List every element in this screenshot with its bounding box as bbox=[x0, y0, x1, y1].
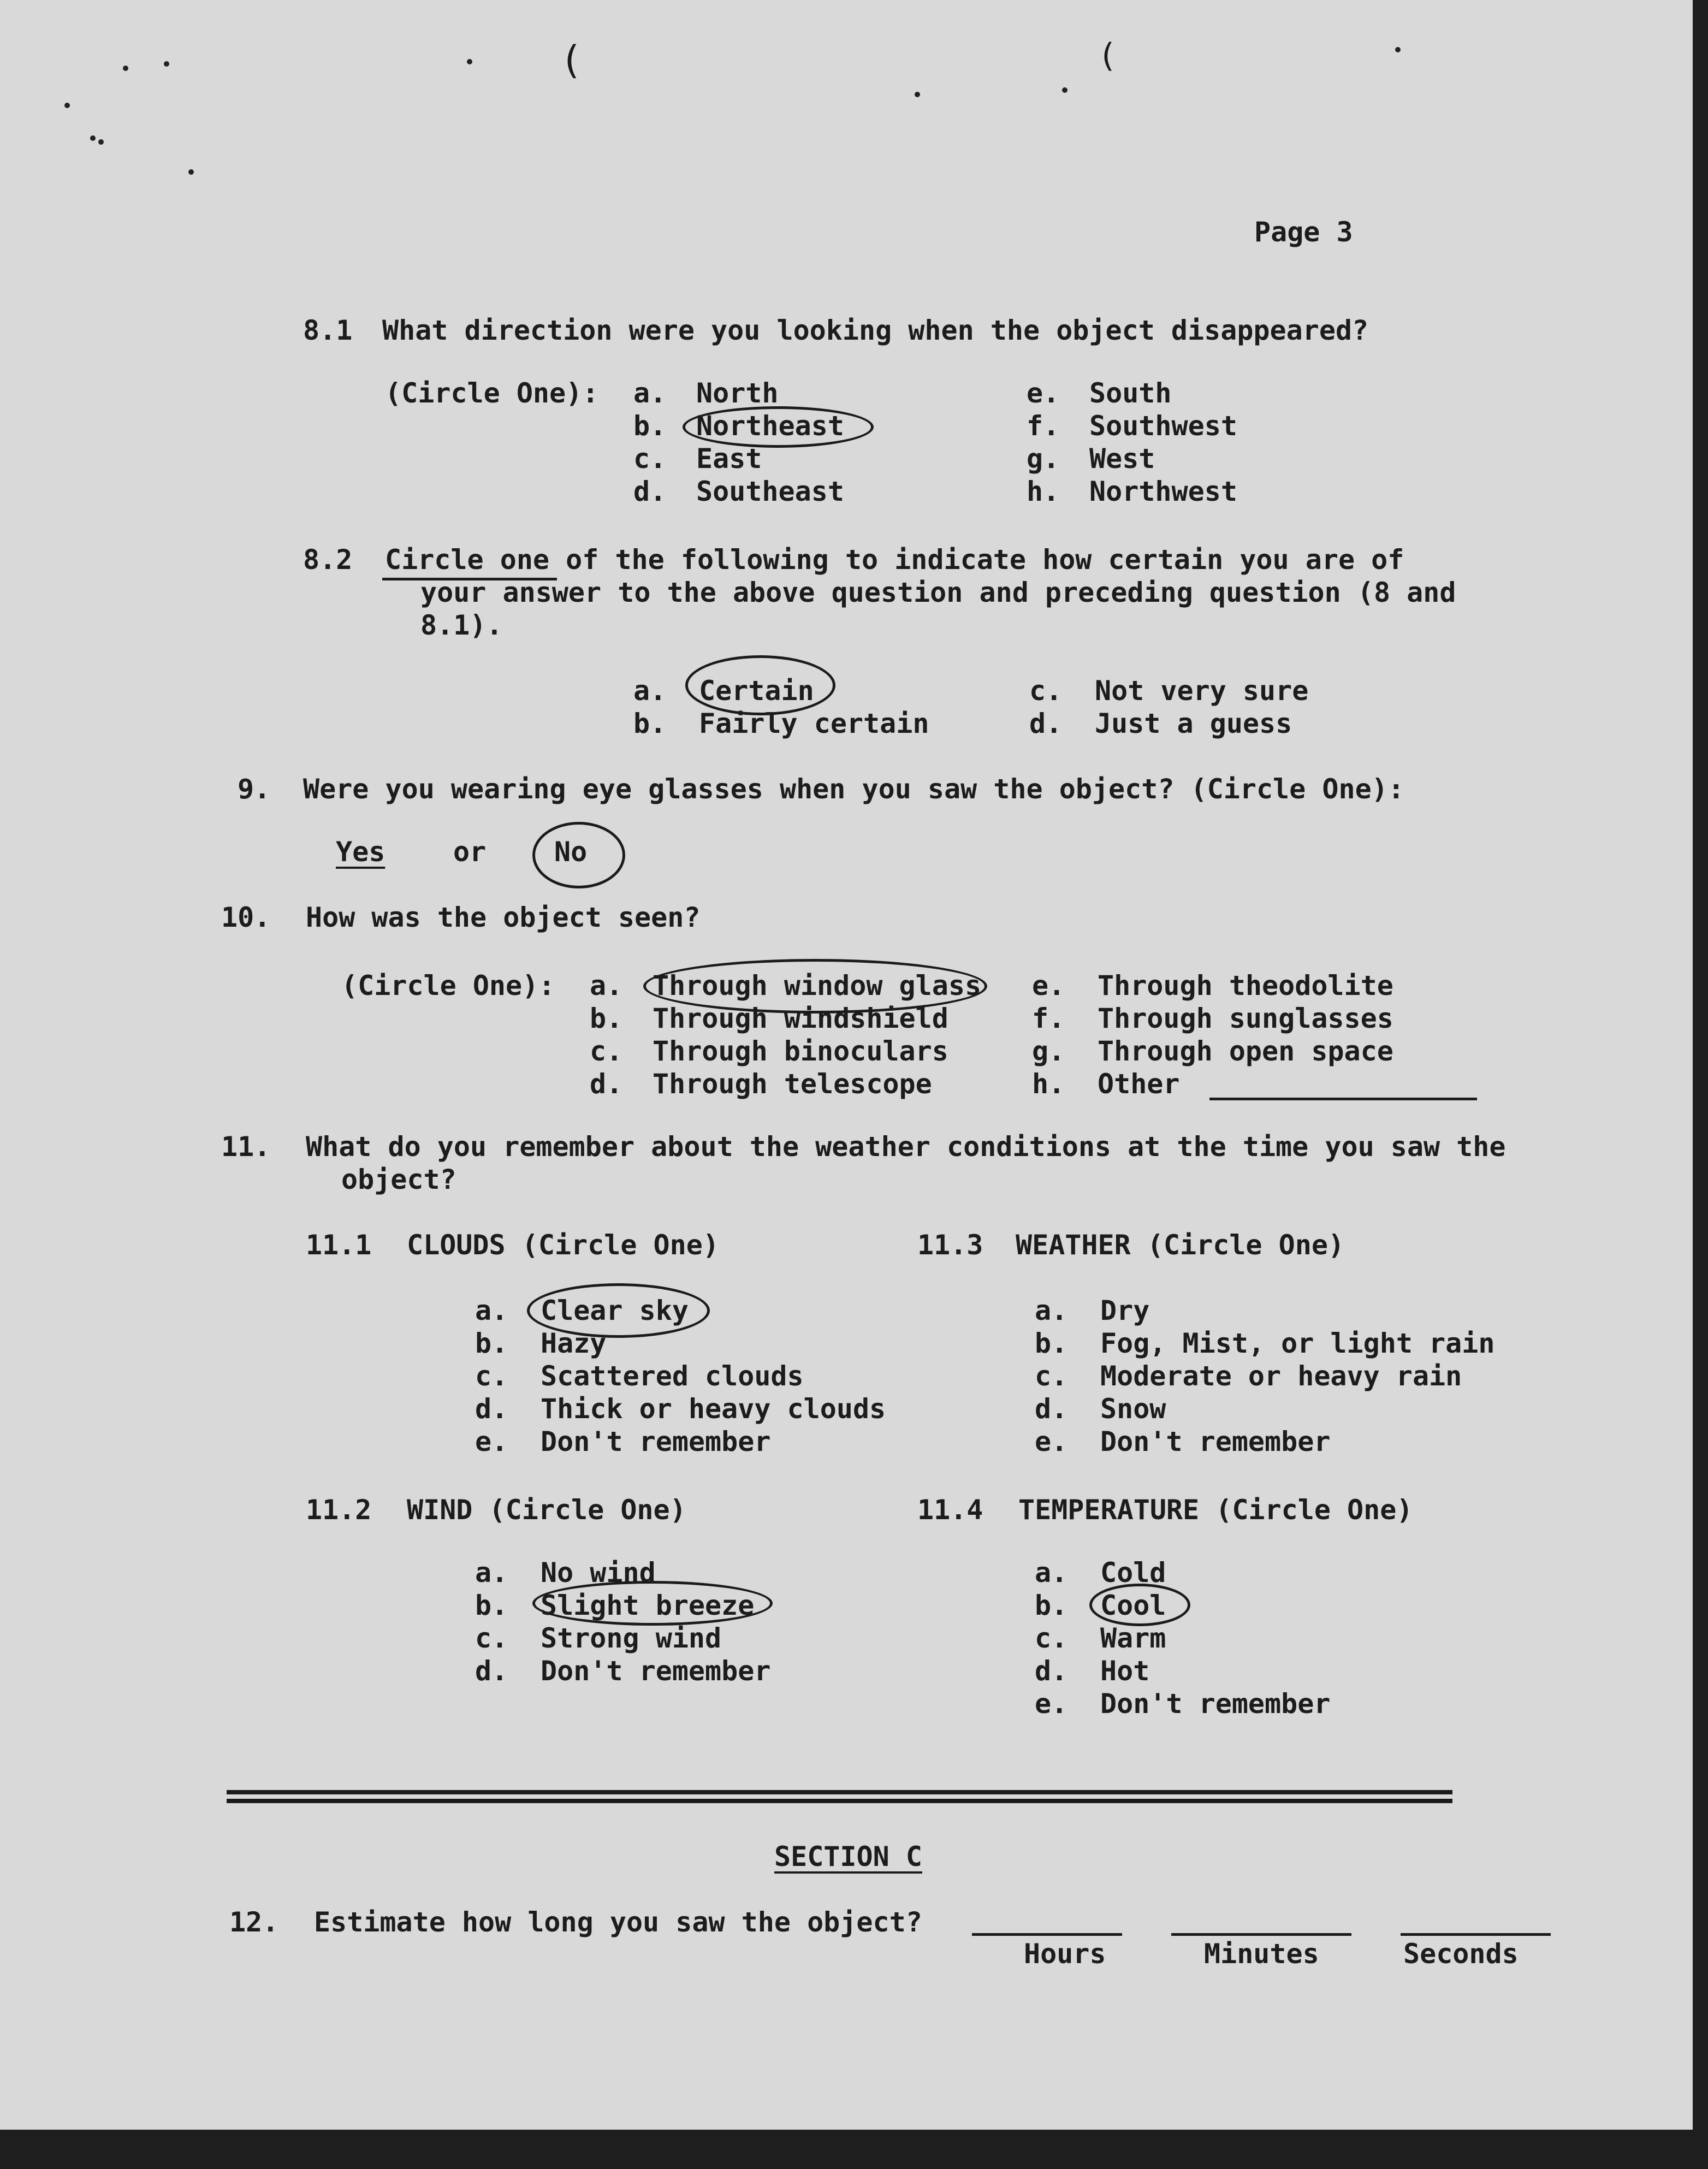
option-text: East bbox=[696, 443, 762, 475]
speck-mark bbox=[64, 103, 70, 108]
circle-one-instruction: (Circle One): bbox=[341, 970, 555, 1001]
speck-mark bbox=[1062, 87, 1068, 93]
option-text: Through sunglasses bbox=[1098, 1003, 1393, 1034]
subquestion-heading: WEATHER (Circle One) bbox=[1016, 1229, 1345, 1261]
option-letter: e. bbox=[1027, 377, 1060, 409]
option-letter: c. bbox=[475, 1360, 508, 1392]
option-letter: d. bbox=[1035, 1655, 1068, 1687]
option-letter: d. bbox=[1029, 708, 1063, 739]
speck-mark bbox=[164, 61, 169, 67]
option-letter: d. bbox=[633, 476, 667, 507]
option-text: Scattered clouds bbox=[541, 1360, 804, 1392]
option-text-selected: Cool bbox=[1100, 1590, 1166, 1621]
paren-mark: ( bbox=[1098, 37, 1118, 75]
option-text: No wind bbox=[541, 1557, 656, 1589]
option-letter: a. bbox=[475, 1557, 508, 1589]
option-text: Thick or heavy clouds bbox=[541, 1393, 886, 1425]
option-letter: d. bbox=[590, 1068, 623, 1100]
subquestion-number: 11.4 bbox=[917, 1494, 983, 1526]
option-text-selected: Slight breeze bbox=[541, 1590, 755, 1621]
option-text: Cold bbox=[1100, 1557, 1166, 1589]
option-text: Southwest bbox=[1089, 410, 1237, 442]
option-letter: f. bbox=[1032, 1003, 1065, 1034]
option-letter: c. bbox=[1029, 675, 1063, 707]
circle-one-instruction: (Circle One): bbox=[385, 377, 599, 409]
option-letter: b. bbox=[633, 708, 667, 739]
option-letter: e. bbox=[1035, 1426, 1068, 1457]
option-text: Through binoculars bbox=[653, 1035, 948, 1067]
question-text: Estimate how long you saw the object? bbox=[314, 1906, 922, 1938]
answer-circle-mark bbox=[532, 1581, 773, 1626]
option-letter: b. bbox=[633, 410, 667, 442]
subquestion-heading: CLOUDS (Circle One) bbox=[407, 1229, 719, 1261]
option-text: Strong wind bbox=[541, 1622, 722, 1654]
option-text: Snow bbox=[1100, 1393, 1166, 1425]
option-letter: b. bbox=[475, 1590, 508, 1621]
section-divider bbox=[227, 1790, 1452, 1794]
option-text: South bbox=[1089, 377, 1172, 409]
option-letter: h. bbox=[1032, 1068, 1065, 1100]
option-letter: e. bbox=[1032, 970, 1065, 1001]
question-number: 11. bbox=[221, 1131, 271, 1163]
option-text: Don't remember bbox=[541, 1426, 771, 1457]
speck-mark bbox=[98, 139, 104, 145]
option-letter: b. bbox=[1035, 1328, 1068, 1359]
paren-mark: ( bbox=[560, 38, 583, 82]
option-text-selected: Certain bbox=[699, 675, 814, 707]
minutes-blank-line bbox=[1171, 1933, 1351, 1936]
option-text: Dry bbox=[1100, 1295, 1150, 1326]
speck-mark bbox=[467, 59, 472, 64]
option-text: Don't remember bbox=[541, 1655, 771, 1687]
option-letter: a. bbox=[1035, 1557, 1068, 1589]
subquestion-number: 11.2 bbox=[306, 1494, 372, 1526]
option-letter: e. bbox=[475, 1426, 508, 1457]
option-text: Just a guess bbox=[1095, 708, 1292, 739]
option-text-selected: Through window glass bbox=[653, 970, 982, 1001]
question-text: How was the object seen? bbox=[306, 902, 701, 933]
speck-mark bbox=[915, 92, 920, 97]
option-letter: c. bbox=[1035, 1622, 1068, 1654]
option-letter: d. bbox=[1035, 1393, 1068, 1425]
page-number: Page 3 bbox=[1254, 216, 1353, 248]
option-letter: c. bbox=[475, 1622, 508, 1654]
answer-circle-mark bbox=[1089, 1584, 1190, 1626]
yes-option: Yes bbox=[336, 836, 386, 868]
option-letter: b. bbox=[1035, 1590, 1068, 1621]
option-letter: b. bbox=[475, 1328, 508, 1359]
question-number: 8.1 bbox=[303, 315, 353, 346]
question-number: 12. bbox=[229, 1906, 279, 1938]
option-text: Through windshield bbox=[653, 1003, 948, 1034]
option-letter: a. bbox=[590, 970, 623, 1001]
or-label: or bbox=[453, 836, 487, 868]
option-text: Don't remember bbox=[1100, 1426, 1331, 1457]
other-blank-line bbox=[1209, 1098, 1477, 1100]
option-text: Through open space bbox=[1098, 1035, 1393, 1067]
option-text: Hazy bbox=[541, 1328, 607, 1359]
subquestion-heading: TEMPERATURE (Circle One) bbox=[1018, 1494, 1413, 1526]
option-text: Don't remember bbox=[1100, 1688, 1331, 1720]
option-letter: h. bbox=[1027, 476, 1060, 507]
scan-border bbox=[0, 2130, 1708, 2169]
hours-label: Hours bbox=[1024, 1938, 1106, 1970]
option-letter: d. bbox=[475, 1655, 508, 1687]
option-letter: f. bbox=[1027, 410, 1060, 442]
option-letter: c. bbox=[633, 443, 667, 475]
option-text: Hot bbox=[1100, 1655, 1150, 1687]
question-text: What direction were you looking when the object disappeared? bbox=[382, 315, 1369, 346]
option-letter: g. bbox=[1027, 443, 1060, 475]
question-text: 8.1). bbox=[420, 609, 503, 641]
section-title: SECTION C bbox=[774, 1841, 922, 1872]
option-letter: g. bbox=[1032, 1035, 1065, 1067]
seconds-label: Seconds bbox=[1403, 1938, 1519, 1970]
answer-circle-mark bbox=[683, 406, 874, 448]
answer-circle-mark bbox=[685, 655, 835, 715]
option-text: Warm bbox=[1100, 1622, 1166, 1654]
option-text: North bbox=[696, 377, 779, 409]
hours-blank-line bbox=[972, 1933, 1122, 1936]
option-text: Northwest bbox=[1089, 476, 1237, 507]
answer-circle-mark bbox=[532, 822, 625, 888]
no-option-selected: No bbox=[554, 836, 588, 868]
option-text: Through telescope bbox=[653, 1068, 932, 1100]
subquestion-heading: WIND (Circle One) bbox=[407, 1494, 686, 1526]
option-letter: a. bbox=[633, 377, 667, 409]
question-number: 9. bbox=[238, 773, 271, 805]
question-number: 8.2 bbox=[303, 544, 353, 576]
option-text: Other bbox=[1098, 1068, 1180, 1100]
speck-mark bbox=[1395, 47, 1401, 52]
speck-mark bbox=[123, 66, 128, 71]
option-letter: a. bbox=[475, 1295, 508, 1326]
option-letter: b. bbox=[590, 1003, 623, 1034]
option-text: Southeast bbox=[696, 476, 844, 507]
option-text: Moderate or heavy rain bbox=[1100, 1360, 1462, 1392]
option-text-selected: Northeast bbox=[696, 410, 844, 442]
section-divider bbox=[227, 1799, 1452, 1803]
option-text: Fog, Mist, or light rain bbox=[1100, 1328, 1495, 1359]
question-number: 10. bbox=[221, 902, 271, 933]
question-text: Circle one of the following to indicate how certain you are of bbox=[385, 544, 1404, 576]
subquestion-number: 11.1 bbox=[306, 1229, 372, 1261]
option-letter: a. bbox=[1035, 1295, 1068, 1326]
option-text: Not very sure bbox=[1095, 675, 1309, 707]
question-text: What do you remember about the weather conditions at the time you saw the bbox=[306, 1131, 1506, 1163]
scan-border bbox=[1693, 0, 1708, 2169]
option-text: West bbox=[1089, 443, 1155, 475]
option-letter: c. bbox=[1035, 1360, 1068, 1392]
minutes-label: Minutes bbox=[1204, 1938, 1319, 1970]
option-letter: c. bbox=[590, 1035, 623, 1067]
option-letter: d. bbox=[475, 1393, 508, 1425]
speck-mark bbox=[90, 135, 96, 141]
option-letter: e. bbox=[1035, 1688, 1068, 1720]
question-text: object? bbox=[341, 1164, 456, 1195]
option-text-selected: Clear sky bbox=[541, 1295, 689, 1326]
option-letter: a. bbox=[633, 675, 667, 707]
option-text: Through theodolite bbox=[1098, 970, 1393, 1001]
question-text: your answer to the above question and preceding question (8 and bbox=[420, 577, 1456, 608]
subquestion-number: 11.3 bbox=[917, 1229, 983, 1261]
speck-mark bbox=[188, 169, 194, 175]
option-text: Fairly certain bbox=[699, 708, 929, 739]
question-text: Were you wearing eye glasses when you saw the object? (Circle One): bbox=[303, 773, 1404, 805]
seconds-blank-line bbox=[1401, 1933, 1551, 1936]
